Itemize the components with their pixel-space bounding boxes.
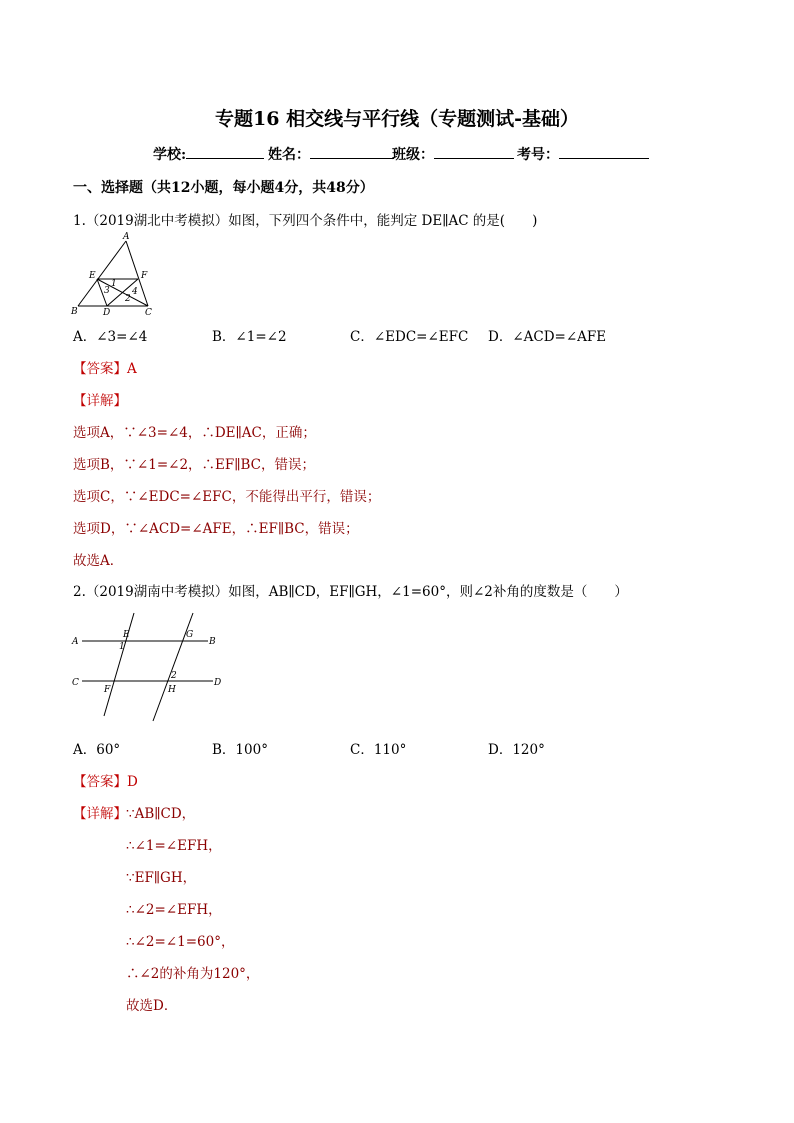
q2-angle-2: 2	[171, 671, 177, 681]
q1-detail-tag: 【详解】	[73, 393, 127, 409]
q2-explanation-line-1: ∵AB∥CD，	[126, 806, 196, 822]
q2-answer	[73, 770, 138, 790]
school-label: 学校:	[153, 147, 187, 163]
q2-label-C: C	[72, 678, 79, 688]
q2-explanation-line-4: ∴∠2=∠EFH，	[126, 902, 222, 918]
q1-answer-value: A	[127, 361, 137, 377]
q2-option-b: B．100°	[212, 742, 268, 758]
question-2-figure	[68, 608, 228, 723]
q2-label-D: D	[214, 678, 222, 688]
q1-label-A: A	[123, 232, 130, 242]
q2-label-B: B	[209, 637, 216, 647]
exam-no-field	[517, 144, 649, 164]
class-blank	[434, 144, 514, 159]
q1-explanation-line-3: 选项C，∵∠EDC=∠EFC，不能得出平行，错误；	[73, 489, 381, 505]
q2-label-F: F	[104, 685, 111, 695]
section-heading: 一、选择题（共12小题，每小题4分，共48分）	[73, 180, 374, 196]
q2-answer-tag: 【答案】	[73, 774, 127, 790]
q2-explanation-line-7: 故选D．	[126, 998, 178, 1014]
q2-option-d: D．120°	[488, 742, 545, 758]
question-1-figure	[70, 230, 160, 318]
school-blank	[186, 144, 264, 159]
q2-option-c: C．110°	[350, 742, 407, 758]
q1-angle-1: 1	[111, 279, 117, 289]
q1-angle-2: 2	[125, 294, 131, 304]
q1-option-c: C．∠EDC=∠EFC	[350, 329, 469, 345]
school-field	[153, 144, 264, 164]
q1-label-B: B	[71, 307, 78, 317]
class-field	[392, 144, 514, 164]
q2-label-A: A	[72, 637, 79, 647]
q2-explanation-line-2: ∴∠1=∠EFH，	[126, 838, 222, 854]
class-label: 班级：	[392, 147, 434, 163]
q1-angle-3: 3	[104, 286, 110, 296]
q1-angle-4: 4	[132, 287, 138, 297]
q1-option-d: D．∠ACD=∠AFE	[488, 329, 607, 345]
name-blank	[310, 144, 394, 159]
q1-explanation-line-2: 选项B，∵∠1=∠2，∴EF∥BC，错误；	[73, 457, 315, 473]
q1-explanation-line-5: 故选A．	[73, 553, 124, 569]
q1-explanation-line-4: 选项D，∵∠ACD=∠AFE，∴EF∥BC，错误；	[73, 521, 359, 537]
question-1-stem: 1.（2019湖北中考模拟）如图，下列四个条件中，能判定 DE∥AC 的是( )	[73, 213, 538, 229]
name-label: 姓名：	[268, 147, 310, 163]
q2-explanation-line-5: ∴∠2=∠1=60°，	[126, 934, 235, 950]
q2-detail-tag: 【详解】	[73, 806, 127, 822]
q2-label-H: H	[168, 685, 176, 695]
q2-angle-1: 1	[119, 642, 125, 652]
q2-label-G: G	[186, 630, 194, 640]
q2-explanation-line-6: ∴∠2的补角为120°，	[126, 966, 260, 982]
exam-no-label: 考号：	[517, 147, 559, 163]
question-2-stem: 2.（2019湖南中考模拟）如图，AB∥CD，EF∥GH，∠1=60°，则∠2补角的度数是（ ）	[73, 584, 628, 600]
name-field	[268, 144, 394, 164]
q2-label-E: E	[123, 630, 130, 640]
exam-no-blank	[559, 144, 649, 159]
q1-label-F: F	[141, 271, 148, 281]
page-title: 专题16 相交线与平行线（专题测试-基础）	[215, 108, 579, 130]
q1-label-C: C	[145, 308, 152, 318]
q2-answer-value: D	[127, 774, 138, 790]
q1-option-a: A．∠3=∠4	[73, 329, 148, 345]
q1-answer-tag: 【答案】	[73, 361, 127, 377]
q2-explanation-line-3: ∵EF∥GH，	[126, 870, 197, 886]
q1-explanation-line-1: 选项A，∵∠3=∠4，∴DE∥AC，正确；	[73, 425, 316, 441]
q1-option-b: B．∠1=∠2	[212, 329, 287, 345]
q1-label-E: E	[89, 271, 96, 281]
q1-label-D: D	[103, 308, 111, 318]
q2-option-a: A．60°	[73, 742, 121, 758]
q1-answer	[73, 357, 137, 377]
